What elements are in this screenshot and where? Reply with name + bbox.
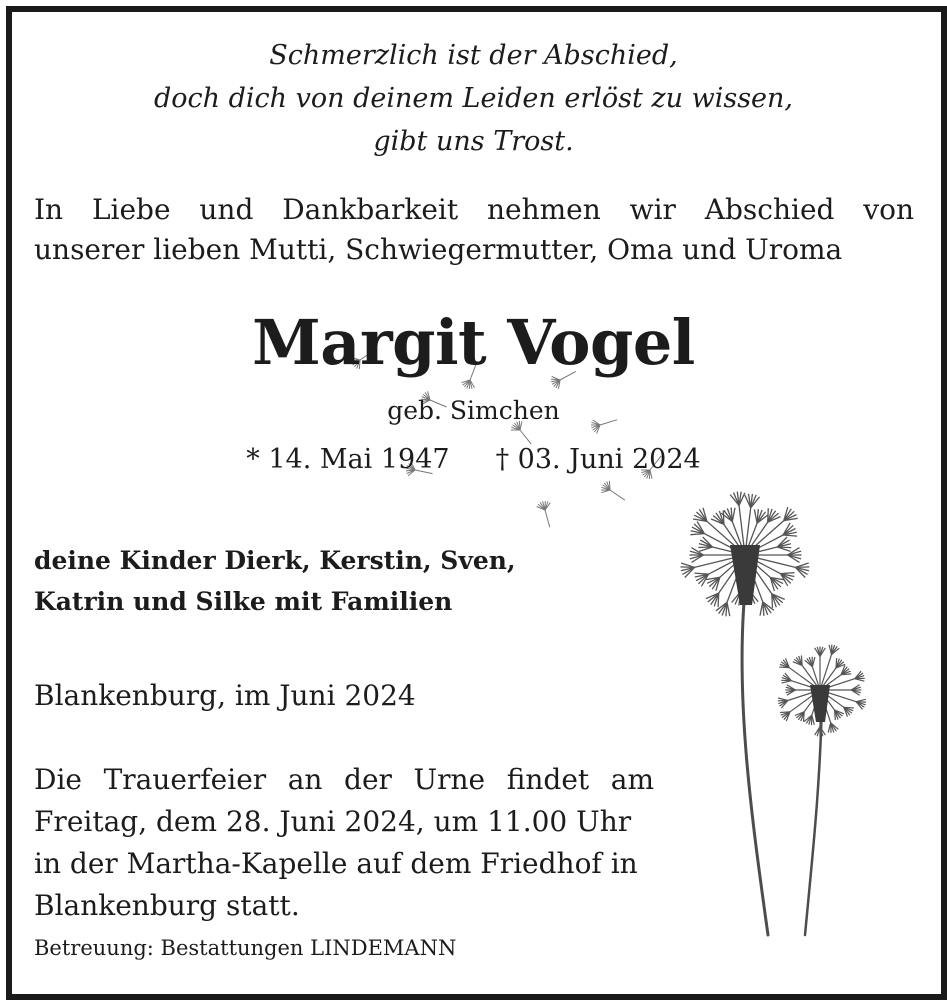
quote-line-3: gibt uns Trost. xyxy=(373,126,574,157)
service-line-1: Die Trauerfeier an der Urne findet am xyxy=(34,763,654,796)
funeral-home-credit: Betreuung: Bestattungen LINDEMANN xyxy=(34,936,457,960)
quote-line-1: Schmerzlich ist der Abschied, xyxy=(269,40,678,71)
family-line-1: deine Kinder Dierk, Kerstin, Sven, xyxy=(34,546,516,575)
service-line-2: Freitag, dem 28. Juni 2024, um 11.00 Uhr xyxy=(34,805,632,838)
quote-line-2: doch dich von deinem Leiden erlöst zu wissen, xyxy=(153,83,794,114)
life-dates xyxy=(0,446,947,473)
birth-date: * 14. Mai 1947 xyxy=(246,444,450,475)
place-date: Blankenburg, im Juni 2024 xyxy=(34,679,416,712)
dandelion-core-large xyxy=(730,545,760,605)
family-line-2: Katrin und Silke mit Familien xyxy=(34,587,453,616)
service-line-4: Blankenburg statt. xyxy=(34,889,300,922)
service-line-3: in der Martha-Kapelle auf dem Friedhof in xyxy=(34,847,638,880)
intro-line-1: In Liebe und Dankbarkeit nehmen wir Abschied von xyxy=(34,193,914,226)
dandelion-core-small xyxy=(810,685,830,722)
intro-line-2: unserer lieben Mutti, Schwiegermutter, Oma und Uroma xyxy=(34,233,843,266)
maiden-name: geb. Simchen xyxy=(387,396,560,425)
death-date: † 03. Juni 2024 xyxy=(495,444,701,475)
deceased-name: Margit Vogel xyxy=(252,306,695,379)
